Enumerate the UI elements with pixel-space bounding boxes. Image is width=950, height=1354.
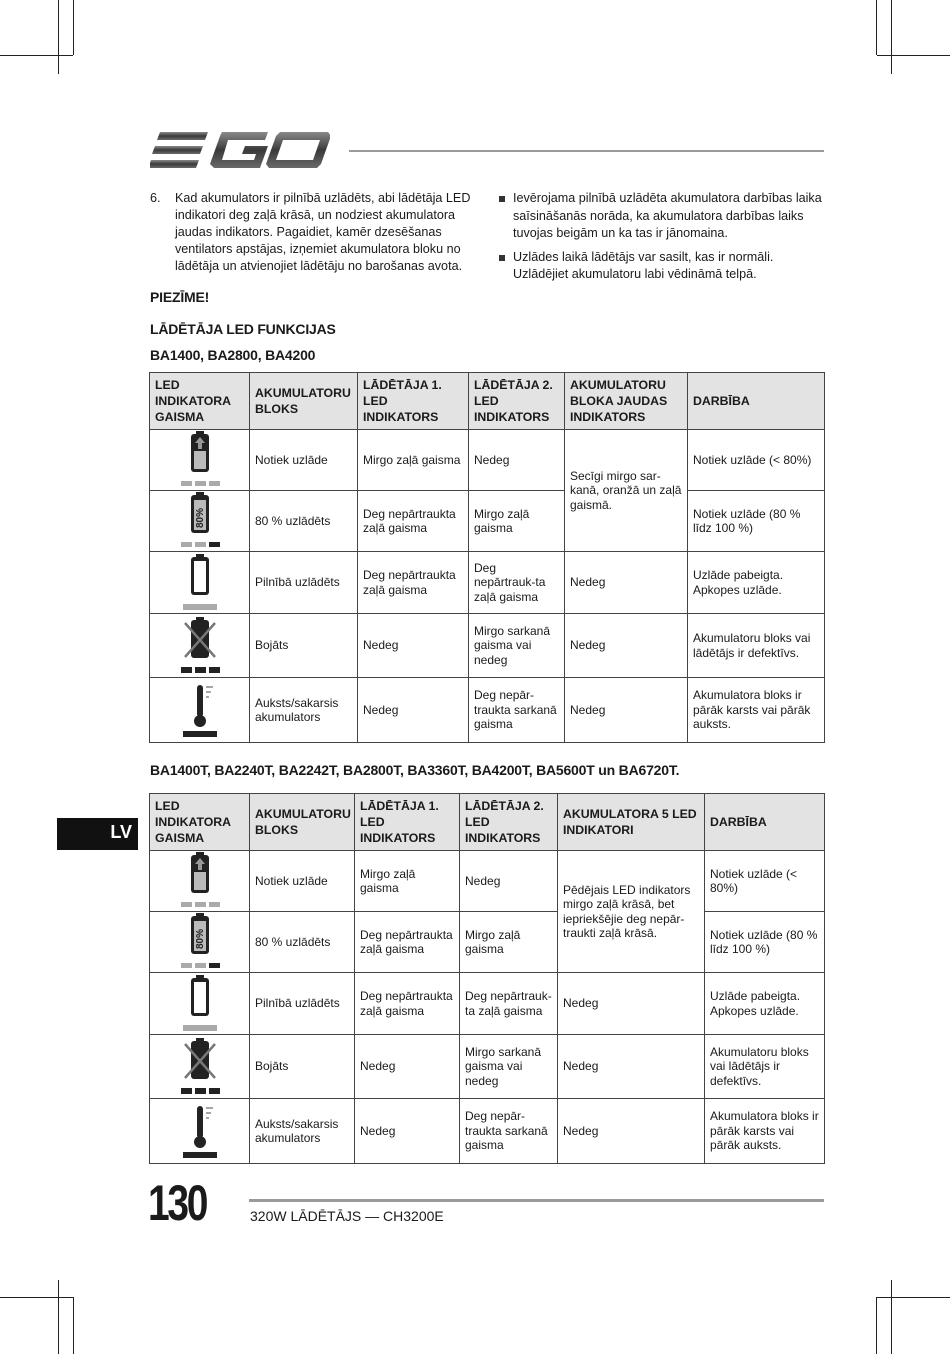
crop-mark [58,1280,59,1354]
led2-status: Deg nepār-traukta sarkanā gaisma [469,678,565,743]
led1-status: Mirgo zaļā gaisma [355,851,460,912]
led1-status: Nedeg [358,614,469,678]
header-cell: AKUMULATORU BLOKS [250,794,355,851]
table-row [150,678,825,743]
bullet-item: Ievērojama pilnībā uzlādēta akumulatora darbības laika saīsināšanās norāda, ka akumulatora darbības laiks tuvojas beigām un ka tas ir jānomaina. [498,190,826,243]
header-cell: DARBĪBA [705,794,825,851]
damaged-battery-icon [150,1035,250,1099]
header-rule [349,150,824,152]
crop-mark [0,1297,73,1298]
step-text: Kad akumulators ir pilnībā uzlādēts, abi lādētāja LED indikatori deg zaļā krāsā, un nodziest akumulatora jaudas indikators. Pagaidiet, kamēr dzesēšanas ventilators apstājas, izņemiet akumulatora bloku no lādētāja un atvienojiet lādētāju no barošanas avota. [175,191,471,273]
footer-rule [249,1199,824,1202]
led-table-1 [149,372,825,743]
led1-status: Deg nepārtraukta zaļā gaisma [358,491,469,552]
crop-mark [58,0,59,74]
action-status: Akumulatoru bloks vai lādētājs ir defektīvs. [688,614,825,678]
action-status: Notiek uzlāde (< 80%) [705,851,825,912]
action-status: Notiek uzlāde (80 % līdz 100 %) [688,491,825,552]
indicator-status: Nedeg [558,973,705,1035]
action-status: Notiek uzlāde (< 80%) [688,430,825,491]
charging-battery-icon [150,851,250,912]
charging-battery-icon [150,430,250,491]
battery-80-percent-icon [150,491,250,552]
section-heading: LĀDĒTĀJA LED FUNKCIJAS [150,321,336,337]
pack-status: Notiek uzlāde [250,430,358,491]
pack-status: 80 % uzlādēts [250,491,358,552]
step-number: 6. [150,191,161,205]
led2-status: Mirgo zaļā gaisma [460,912,558,973]
indicator-status: Nedeg [565,678,688,743]
header-cell: LĀDĒTĀJA 2. LED INDIKATORS [460,794,558,851]
battery-80-percent-icon [150,912,250,973]
header-cell: LĀDĒTĀJA 1. LED INDIKATORS [358,373,469,430]
table2-models: BA1400T, BA2240T, BA2242T, BA2800T, BA3360T, BA4200T, BA5600T un BA6720T. [150,762,680,778]
crop-mark [0,55,73,56]
note-heading: PIEZĪME! [150,289,210,305]
indicator-status: Nedeg [565,614,688,678]
header-cell: LĀDĒTĀJA 2. LED INDIKATORS [469,373,565,430]
pack-status: Bojāts [250,614,358,678]
bullet-item: Uzlādes laikā lādētājs var sasilt, kas ir normāli. Uzlādējiet akumulatoru labi vēdināmā telpā. [498,249,826,284]
led1-status: Deg nepārtraukta zaļā gaisma [355,912,460,973]
table-row [150,973,825,1035]
led2-status: Deg nepārtrauk-ta zaļā gaisma [469,552,565,614]
language-tab [57,818,138,850]
led2-status: Deg nepār-traukta sarkanā gaisma [460,1099,558,1164]
header-cell: LED INDIKATORA GAISMA [150,373,250,430]
led2-status: Nedeg [469,430,565,491]
language-code: LV [110,822,132,842]
pack-status: 80 % uzlādēts [250,912,355,973]
merged-indicator-status: Pēdējais LED indikators mirgo zaļā krāsā, bet iepriekšējie deg nepār-traukti zaļā krāsā. [558,851,705,973]
led1-status: Deg nepārtraukta zaļā gaisma [358,552,469,614]
crop-mark [876,1297,877,1354]
led-table-2 [149,793,825,1164]
led2-status: Deg nepārtrauk-ta zaļā gaisma [460,973,558,1035]
header-cell: LĀDĒTĀJA 1. LED INDIKATORS [355,794,460,851]
pack-status: Bojāts [250,1035,355,1099]
pack-status: Pilnībā uzlādēts [250,973,355,1035]
led2-status: Mirgo zaļā gaisma [469,491,565,552]
pack-status: Pilnībā uzlādēts [250,552,358,614]
action-status: Akumulatora bloks ir pārāk karsts vai pārāk auksts. [705,1099,825,1164]
bullet-square-icon [499,255,505,261]
led1-status: Deg nepārtraukta zaļā gaisma [355,973,460,1035]
led1-status: Nedeg [355,1035,460,1099]
action-status: Akumulatoru bloks vai lādētājs ir defektīvs. [705,1035,825,1099]
table-row [150,491,825,552]
table-row [150,1035,825,1099]
footer-title: 320W LĀDĒTĀJS — CH3200E [250,1208,444,1224]
led2-status: Mirgo sarkanā gaisma vai nedeg [469,614,565,678]
table-header-row [150,373,825,430]
header-cell: AKUMULATORU BLOKA JAUDAS INDIKATORS [565,373,688,430]
table1-models: BA1400, BA2800, BA4200 [150,347,316,363]
action-status: Uzlāde pabeigta. Apkopes uzlāde. [688,552,825,614]
indicator-status: Nedeg [558,1035,705,1099]
table-row [150,552,825,614]
step-6 [150,190,480,275]
header-cell: AKUMULATORA 5 LED INDIKATORI [558,794,705,851]
pack-status: Notiek uzlāde [250,851,355,912]
crop-mark [891,0,892,74]
crop-mark [877,1297,950,1298]
header-cell: AKUMULATORU BLOKS [250,373,358,430]
pack-status: Auksts/sakarsis akumulators [250,678,358,743]
table-row [150,1099,825,1164]
svg-text:80%: 80% [194,507,206,528]
crop-mark [891,1280,892,1354]
thermometer-icon [150,1099,250,1164]
bullet-list [498,190,826,290]
bullet-square-icon [499,196,505,202]
crop-mark [73,0,74,55]
table-header-row [150,794,825,851]
crop-mark [877,55,950,56]
header-cell: LED INDIKATORA GAISMA [150,794,250,851]
table-row [150,430,825,491]
header-cell: DARBĪBA [688,373,825,430]
crop-mark [73,1297,74,1354]
ego-logo [150,130,330,172]
damaged-battery-icon [150,614,250,678]
led1-status: Nedeg [355,1099,460,1164]
full-battery-icon [150,552,250,614]
action-status: Akumulatora bloks ir pārāk karsts vai pārāk auksts. [688,678,825,743]
table-row [150,851,825,912]
merged-indicator-status: Secīgi mirgo sar-kanā, oranžā un zaļā gaismā. [565,430,688,552]
led1-status: Nedeg [358,678,469,743]
page-number: 130 [148,1175,207,1231]
indicator-status: Nedeg [558,1099,705,1164]
led2-status: Nedeg [460,851,558,912]
table-row [150,912,825,973]
svg-text:80%: 80% [194,928,206,949]
indicator-status: Nedeg [565,552,688,614]
led1-status: Mirgo zaļā gaisma [358,430,469,491]
action-status: Uzlāde pabeigta. Apkopes uzlāde. [705,973,825,1035]
pack-status: Auksts/sakarsis akumulators [250,1099,355,1164]
led2-status: Mirgo sarkanā gaisma vai nedeg [460,1035,558,1099]
action-status: Notiek uzlāde (80 % līdz 100 %) [705,912,825,973]
crop-mark [876,0,877,55]
thermometer-icon [150,678,250,743]
full-battery-icon [150,973,250,1035]
table-row [150,614,825,678]
